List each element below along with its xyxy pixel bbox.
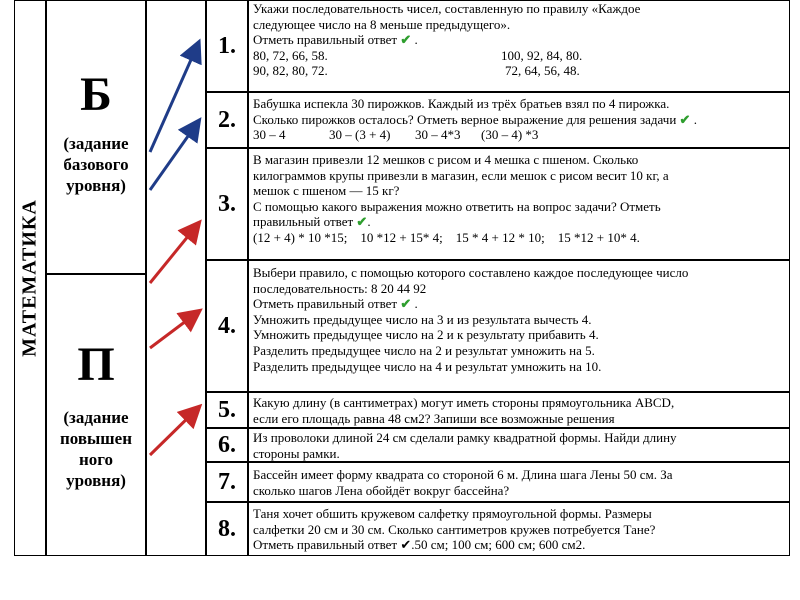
level-advanced-note-4: уровня) [66, 471, 126, 490]
task-1-option-4: 72, 64, 56, 48. [505, 63, 580, 79]
task-1-option-3: 90, 82, 80, 72. [253, 63, 328, 79]
check-mark-icon: ✔ [400, 537, 412, 553]
arrow-icon [150, 44, 198, 152]
task-text-2: Бабушка испекла 30 пирожков. Каждый из трёх братьев взял по 4 пирожка. Сколько пирожков осталось? Отметь верное выражение для решения задачи ✔ . 30 – 4 30 – (3 + 4) 30 – 4*3 (30 – 4) *3 [248, 92, 790, 148]
check-mark-icon: ✔ [356, 214, 368, 230]
level-advanced-note-2: повышен [59, 429, 133, 448]
task-8-line-3: Отметь правильный ответ [253, 537, 398, 553]
task-4-option-4: Разделить предыдущее число на 4 и результат умножить на 10. [253, 358, 602, 374]
level-advanced-note-3: ного [78, 450, 114, 469]
task-3-line-5: правильный ответ [253, 214, 354, 230]
check-mark-icon: ✔ [679, 111, 691, 127]
task-number-1: 1. [206, 0, 248, 92]
task-4-option-2: Умножить предыдущее число на 2 и к результату прибавить 4. [253, 327, 599, 343]
arrow-icon [150, 408, 198, 455]
task-5-line-1: Какую длину (в сантиметрах) могут иметь стороны прямоугольника ABCD, [253, 395, 675, 410]
task-1-line-3: Отметь правильный ответ [253, 32, 398, 48]
task-3-line-1: В магазин привезли 12 мешков с рисом и 4 мешка с пшеном. Сколько [253, 152, 639, 167]
task-number-5: 5. [206, 392, 248, 428]
task-2-option-4: (30 – 4) *3 [481, 127, 539, 143]
task-8-line-1: Таня хочет обшить кружевом салфетку прямоугольной формы. Размеры [253, 506, 652, 521]
check-mark-icon: ✔ [400, 32, 412, 48]
task-3-options: (12 + 4) * 10 *15; 10 *12 + 15* 4; 15 * 4 + 12 * 10; 15 *12 + 10* 4. [253, 229, 640, 245]
task-text-4: Выбери правило, с помощью которого составлено каждое последующее число последовательность: 8 20 44 92 Отметь правильный ответ ✔ . Умножить предыдущее число на 3 и из результата вычесть 4. Умножить предыдущее число на 2 и к результату прибавить 4. Разделить предыдущее число на 2 и результат умножить на 5. Разделить предыдущее число на 4 и результат умножить на 10. [248, 260, 790, 392]
task-1-line-1: Укажи последовательность чисел, составленную по правилу «Каждое [253, 1, 641, 16]
task-3-line-2: килограммов крупы привезли в магазин, если мешок с рисом весит 10 кг, а [253, 167, 669, 183]
task-number-7: 7. [206, 462, 248, 502]
level-advanced-note-1: (задание [63, 408, 129, 427]
task-6-line-1: Из проволоки длиной 24 см сделали рамку квадратной формы. Найди длину [253, 430, 677, 445]
task-4-option-3: Разделить предыдущее число на 2 и результат умножить на 5. [253, 342, 595, 358]
task-3-line-3: мешок с пшеном — 15 кг? [253, 183, 400, 199]
task-4-line-3: Отметь правильный ответ [253, 296, 398, 312]
task-number-6: 6. [206, 428, 248, 462]
task-5-line-2: если его площадь равна 48 см2? Запиши все возможные решения [253, 410, 615, 426]
task-1-line-2: следующее число на 8 меньше предыдущего». [253, 16, 511, 32]
task-number-4: 4. [206, 260, 248, 392]
check-mark-icon: ✔ [400, 296, 412, 312]
task-text-3: В магазин привезли 12 мешков с рисом и 4 мешка с пшеном. Сколько килограммов крупы привезли в магазин, если мешок с рисом весит 10 кг, а мешок с пшеном — 15 кг? С помощью какого выражения можно ответить на вопрос задачи? Отметь правильный ответ ✔. (12 + 4) * 10 *15; 10 *12 + 15* 4; 15 * 4 + 12 * 10; 15 *12 + 10* 4. [248, 148, 790, 260]
task-number-2: 2. [206, 92, 248, 148]
task-number-8: 8. [206, 502, 248, 556]
task-2-option-3: 30 – 4*3 [415, 127, 461, 143]
task-text-1: Укажи последовательность чисел, составленную по правилу «Каждое следующее число на 8 меньше предыдущего». Отметь правильный ответ ✔ . 80, 72, 66, 58. 100, 92, 84, 80. 90, 82, 80, 72. 72, 64, 56, 48. [248, 0, 790, 92]
task-8-options: .50 см; 100 см; 600 см; 600 см2. [411, 537, 586, 553]
task-7-line-2: сколько шагов Лена обойдёт вокруг бассейна? [253, 482, 510, 498]
subject-label: МАТЕМАТИКА [18, 199, 41, 357]
task-number-3: 3. [206, 148, 248, 260]
task-7-line-1: Бассейн имеет форму квадрата со стороной 6 м. Длина шага Лены 50 см. За [253, 467, 673, 482]
task-2-line-2: Сколько пирожков осталось? Отметь верное выражение для решения задачи [253, 111, 677, 127]
task-4-option-1: Умножить предыдущее число на 3 и из результата вычесть 4. [253, 311, 592, 327]
level-basic-note-2: базового [63, 155, 129, 174]
level-basic-note-3: уровня) [66, 176, 126, 195]
task-1-option-2: 100, 92, 84, 80. [501, 47, 583, 63]
task-2-line-1: Бабушка испекла 30 пирожков. Каждый из трёх братьев взял по 4 пирожка. [253, 96, 670, 111]
level-advanced-letter: П [77, 338, 115, 391]
arrow-icon [150, 312, 198, 348]
level-basic-letter: Б [80, 68, 112, 121]
task-4-line-1: Выбери правило, с помощью которого составлено каждое последующее число [253, 265, 689, 280]
task-2-option-1: 30 – 4 [253, 127, 286, 143]
level-basic-note-1: (задание [63, 134, 129, 153]
task-1-option-1: 80, 72, 66, 58. [253, 47, 328, 63]
task-2-option-2: 30 – (3 + 4) [329, 127, 391, 143]
task-6-line-2: стороны рамки. [253, 445, 340, 461]
task-8-line-2: салфетки 20 см и 30 см. Сколько сантиметров кружев потребуется Тане? [253, 521, 656, 537]
task-4-line-2: последовательность: 8 20 44 92 [253, 280, 427, 296]
arrow-icon [150, 224, 198, 283]
task-3-line-4: С помощью какого выражения можно ответить на вопрос задачи? Отметь [253, 198, 661, 214]
